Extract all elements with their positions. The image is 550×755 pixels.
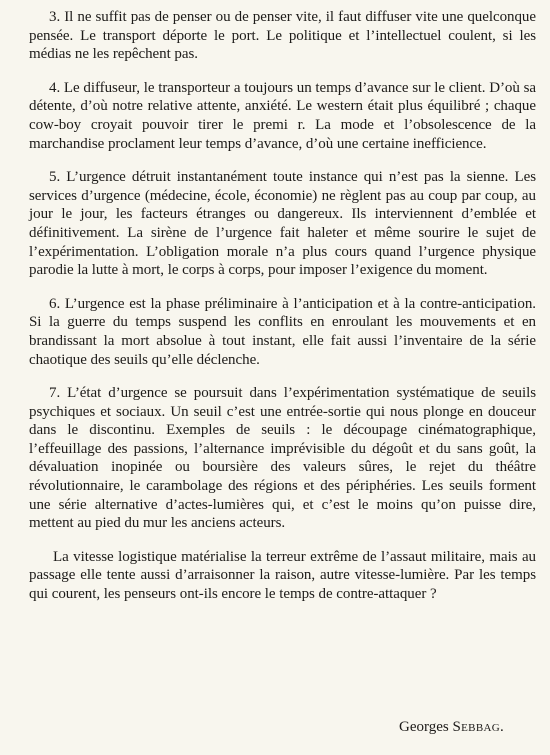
paragraph-5: 5. L’urgence détruit instantanément toute instance qui n’est pas la sienne. Les services d’urgence (médecine, école, économie) ne règlent pas au coup par coup, au jour le jour, les facteurs étranges ou dangereux. Ils interviennent d’emblée et définitivement. La sirène de l’urgence fait haleter et même sourire le sujet de l’expérimentation. L’obligation morale n’a plus cours quand l’urgence physique parodie la lutte à mort, le corps à corps, pour imposer l’exigence du moment.: [29, 169, 536, 279]
author-last-name: Sebbag.: [452, 719, 504, 735]
author-signature: [399, 718, 504, 736]
paragraph-4: 4. Le diffuseur, le transporteur a toujours un temps d’avance sur le client. D’où sa détente, d’où notre relative attente, anxiété. Le western était plus équilibré ; chaque cow-boy croyait pouvoir tirer le premi r. La mode et l’obsolescence de la marchandise proclament leur temps d’avance, d’où une certaine inefficience.: [29, 79, 536, 152]
paragraph-6: 6. L’urgence est la phase préliminaire à l’anticipation et à la contre-anticipation. Si la guerre du temps suspend les conflits en enroulant les mouvements et en brandissant la mort absolue à tout instant, elle fait aussi l’inventaire de la série chaotique des seuils qu’elle déclenche.: [29, 295, 536, 368]
closing-paragraph: La vitesse logistique matérialise la terreur extrême de l’assaut militaire, mais au passage elle tente aussi d’arraisonner la raison, autre vitesse-lumière. Par les temps qui courent, les penseurs ont-ils encore le temps de contre-attaquer ?: [29, 548, 536, 603]
paragraph-7: 7. L’état d’urgence se poursuit dans l’expérimentation systématique de seuils psychiques et sociaux. Un seuil c’est une entrée-sortie qui nous plonge en douceur dans le discontinu. Exemples de seuils : le découpage cinématographique, l’effeuillage des passions, l’alternance imprévisible du dégoût et du sans goût, la dévaluation inopinée ou boursière des valeurs sûres, le rejet du théâtre révolutionnaire, le carambolage des régions et des périphéries. Les seuils forment une série alternative d’actes-lumières qui, et c’est le moins qu’on puisse dire, mettent au pied du mur les anciens acteurs.: [29, 385, 536, 532]
paragraph-3: 3. Il ne suffit pas de penser ou de penser vite, il faut diffuser vite une quelconque pensée. Le transport déporte le port. Le politique et l’intellectuel coulent, si les médias ne les repêchent pas.: [29, 9, 536, 63]
author-first-name: Georges: [399, 719, 449, 735]
